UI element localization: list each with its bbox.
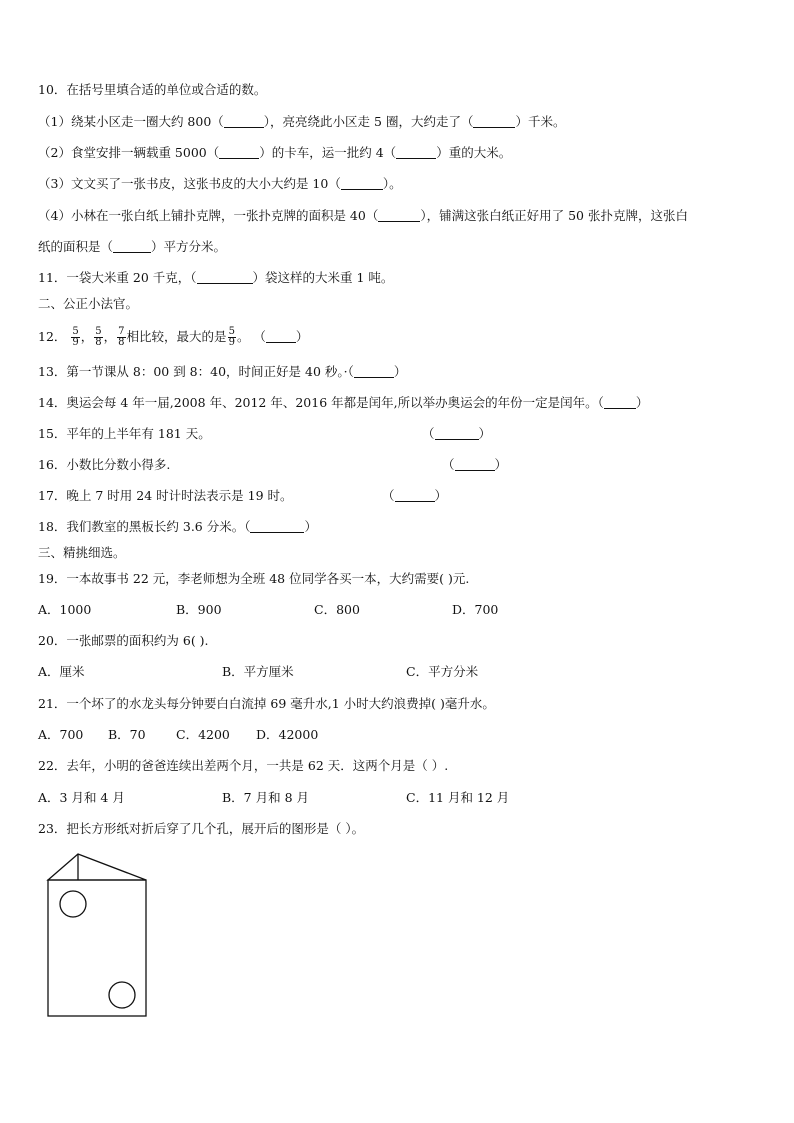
q20-option-a[interactable]: A．厘米 (38, 664, 85, 679)
answer-blank[interactable] (354, 365, 394, 378)
q19-option-a[interactable]: A．1000 (38, 602, 92, 617)
answer-blank[interactable] (396, 146, 436, 159)
q23-stem: 23．把长方形纸对折后穿了几个孔，展开后的图形是（ ）。 (38, 821, 365, 836)
fraction: $\frac{5}{8}$ (95, 326, 102, 348)
q21-option-b[interactable]: B．70 (108, 727, 146, 742)
answer-blank[interactable] (224, 115, 264, 128)
q10-part4-cont: 纸的面积是（ ）平方分米。 (38, 239, 227, 254)
q16-answer: （ ） (442, 457, 508, 472)
fraction: $\frac{7}{8}$ (118, 326, 125, 348)
q22-option-a[interactable]: A．3 月和 4 月 (38, 790, 125, 805)
q20-stem: 20．一张邮票的面积约为 6( ). (38, 633, 209, 648)
q22-stem: 22．去年，小明的爸爸连续出差两个月，一共是 62 天．这两个月是（ ）. (38, 758, 449, 773)
answer-blank[interactable] (604, 396, 636, 409)
q19-option-b[interactable]: B．900 (176, 602, 222, 617)
fraction: $\frac{5}{9}$ (72, 326, 79, 348)
paper-rectangle (48, 880, 146, 1016)
q18: 18．我们教室的黑板长约 3.6 分米。（ ） (38, 519, 317, 534)
answer-blank[interactable] (266, 330, 296, 343)
answer-blank[interactable] (341, 177, 383, 190)
answer-blank[interactable] (378, 209, 420, 222)
q21-option-d[interactable]: D．42000 (256, 727, 319, 742)
answer-blank[interactable] (435, 427, 479, 440)
q20-option-c[interactable]: C．平方分米 (406, 664, 479, 679)
answer-blank[interactable] (473, 115, 515, 128)
q10-part4: （4）小林在一张白纸上铺扑克牌，一张扑克牌的面积是 40（ ），铺满这张白纸正好用了 50 张扑克牌，这张白 (38, 208, 688, 223)
hole-circle (60, 891, 86, 917)
q17: 17．晚上 7 时用 24 时计时法表示是 19 时。 (38, 488, 293, 503)
section-heading-2: 二、公正小法官。 (38, 296, 139, 311)
q20-option-b[interactable]: B．平方厘米 (222, 664, 294, 679)
q13: 13．第一节课从 8：00 到 8：40，时间正好是 40 秒。·（ ） (38, 364, 407, 379)
answer-blank[interactable] (197, 271, 253, 284)
q19-stem: 19．一本故事书 22 元，李老师想为全班 48 位同学各买一本，大约需要( )元. (38, 571, 470, 586)
q21-option-a[interactable]: A．700 (38, 727, 84, 742)
answer-blank[interactable] (219, 146, 259, 159)
q17-answer: （ ） (382, 488, 448, 503)
folded-paper-diagram (44, 848, 154, 1023)
q11: 11．一袋大米重 20 千克，（ ）袋这样的大米重 1 吨。 (38, 270, 394, 285)
q15: 15．平年的上半年有 181 天。 (38, 426, 211, 441)
q10-part2: （2）食堂安排一辆载重 5000（ ）的卡车，运一批约 4（ ）重的大米。 (38, 145, 512, 160)
q19-option-c[interactable]: C．800 (314, 602, 360, 617)
section-heading-3: 三、精挑细选。 (38, 545, 126, 560)
answer-blank[interactable] (250, 520, 304, 533)
q10-part1: （1）绕某小区走一圈大约 800（ ），亮亮绕此小区走 5 圈，大约走了（ ）千米。 (38, 114, 566, 129)
answer-blank[interactable] (455, 458, 495, 471)
folded-flap (48, 854, 146, 880)
folded-paper-figure (44, 848, 154, 1023)
q14: 14．奥运会每 4 年一届,2008 年、2012 年、2016 年都是闰年,所以举办奥运会的年份一定是闰年。（ ） (38, 395, 649, 410)
q21-stem: 21．一个坏了的水龙头每分钟要白白流掉 69 毫升水,1 小时大约浪费掉( )毫升水。 (38, 696, 495, 711)
q15-answer: （ ） (422, 426, 492, 441)
answer-blank[interactable] (395, 489, 435, 502)
q12: 12． $\frac{5}{9}$ ， $\frac{5}{8}$ ， $\frac{7}{8}$ 相比较，最大的是 $\frac{5}{9}$ 。 （ ） (38, 326, 309, 348)
hole-circle (109, 982, 135, 1008)
q19-option-d[interactable]: D．700 (452, 602, 499, 617)
q16: 16．小数比分数小得多. (38, 457, 171, 472)
q21-option-c[interactable]: C．4200 (176, 727, 230, 742)
q10-part3: （3）文文买了一张书皮，这张书皮的大小大约是 10（ ）。 (38, 176, 402, 191)
answer-blank[interactable] (113, 240, 151, 253)
fraction: $\frac{5}{9}$ (228, 326, 235, 348)
q22-option-b[interactable]: B．7 月和 8 月 (222, 790, 310, 805)
q22-option-c[interactable]: C．11 月和 12 月 (406, 790, 510, 805)
q10-stem: 10．在括号里填合适的单位或合适的数。 (38, 82, 267, 97)
